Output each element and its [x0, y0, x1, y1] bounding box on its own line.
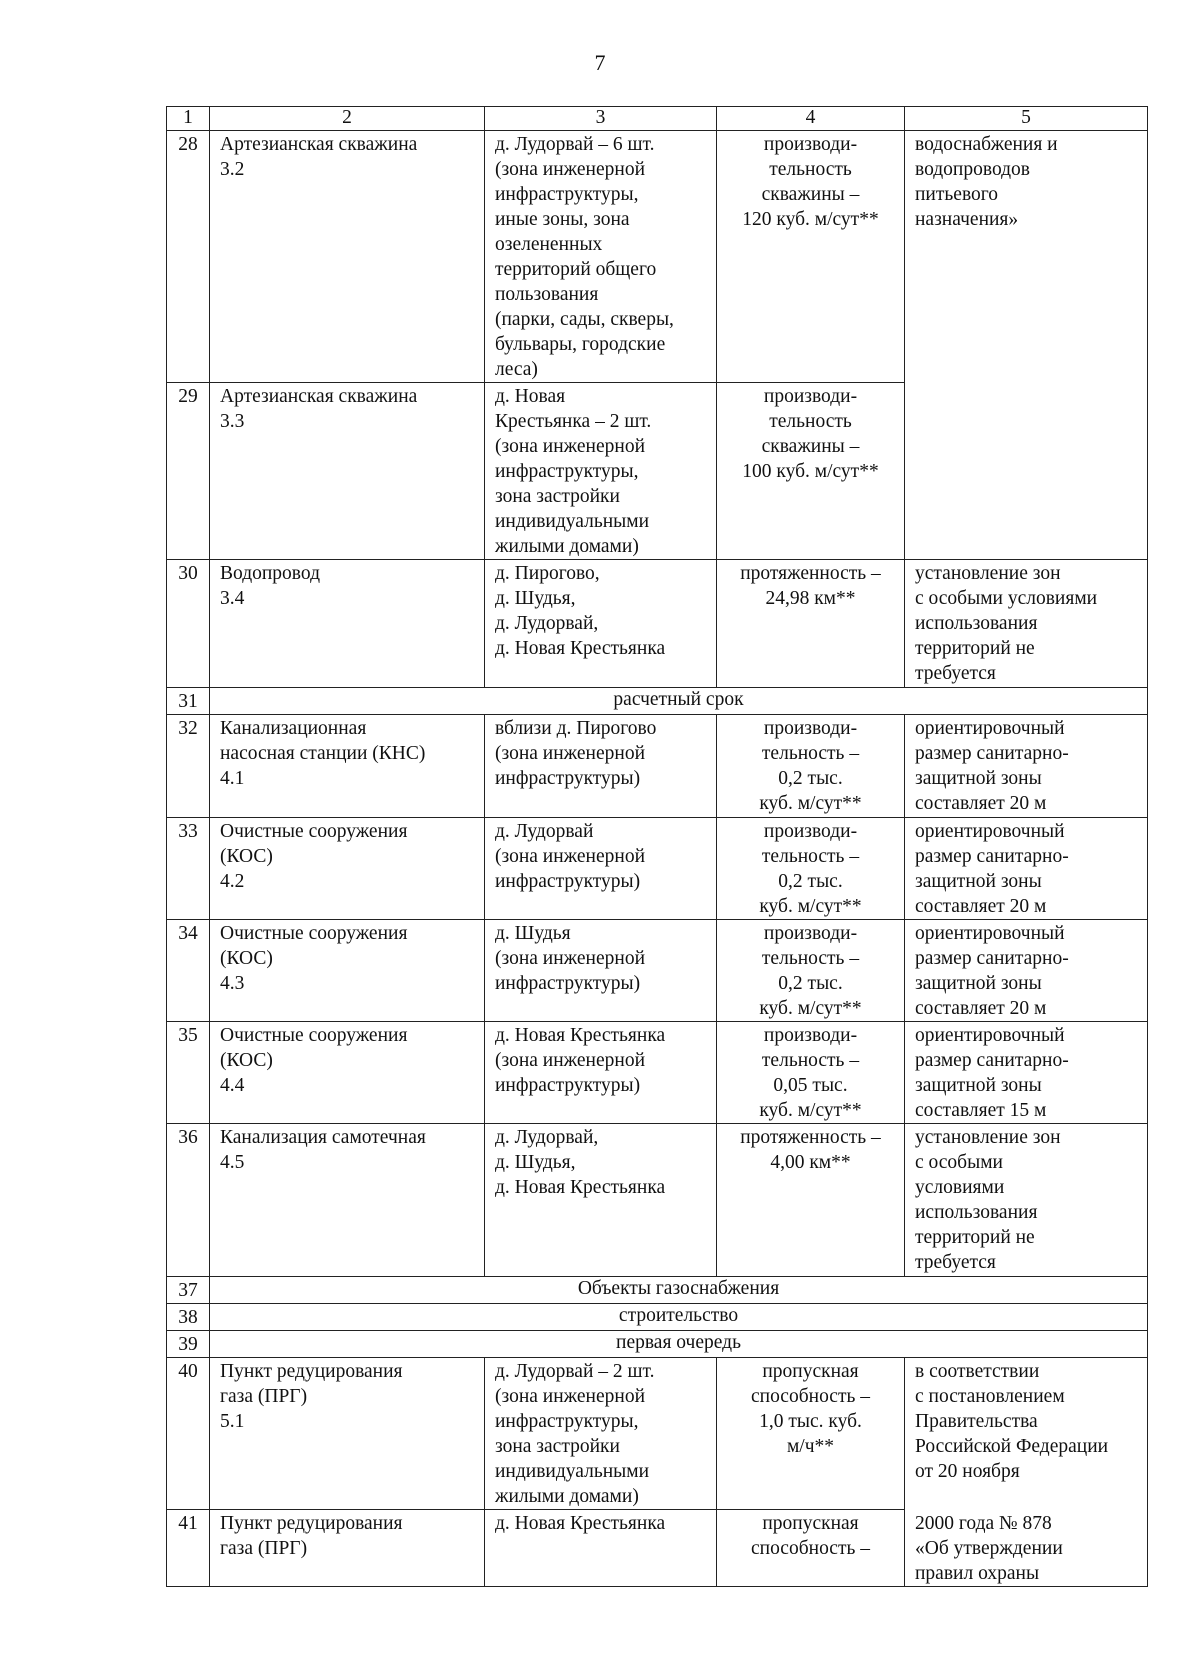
object-name: Артезианская скважина 3.3	[210, 383, 485, 560]
object-capacity: протяженность – 4,00 км**	[717, 1124, 905, 1277]
section-row	[167, 688, 1148, 715]
row-number: 34	[167, 920, 210, 1022]
row-number: 36	[167, 1124, 210, 1277]
object-notes: ориентировочный размер санитарно- защитной зоны составляет 20 м	[905, 818, 1148, 920]
table-row	[167, 715, 1148, 818]
object-capacity: производи- тельность – 0,2 тыс. куб. м/сут**	[717, 920, 905, 1022]
section-row	[167, 1331, 1148, 1358]
object-notes: водоснабжения и водопроводов питьевого назначения»	[905, 131, 1148, 383]
object-capacity: производи- тельность скважины – 120 куб. м/сут**	[717, 131, 905, 383]
section-title: расчетный срок	[210, 688, 1148, 715]
row-number: 40	[167, 1358, 210, 1510]
row-number: 29	[167, 383, 210, 560]
table-row	[167, 131, 1148, 383]
object-location: д. Пирогово, д. Шудья, д. Лудорвай, д. Новая Крестьянка	[485, 560, 717, 688]
section-row	[167, 1277, 1148, 1304]
object-name: Канализация самотечная 4.5	[210, 1124, 485, 1277]
table-row	[167, 1510, 1148, 1587]
object-notes: установление зон с особыми условиями использования территорий не требуется	[905, 560, 1148, 688]
section-title: первая очередь	[210, 1331, 1148, 1358]
object-name: Очистные сооружения (КОС) 4.3	[210, 920, 485, 1022]
header-cell: 3	[485, 107, 717, 131]
object-notes: ориентировочный размер санитарно- защитной зоны составляет 20 м	[905, 920, 1148, 1022]
object-name: Очистные сооружения (КОС) 4.4	[210, 1022, 485, 1124]
table-row	[167, 1358, 1148, 1510]
object-capacity: производи- тельность – 0,2 тыс. куб. м/сут**	[717, 715, 905, 818]
object-name: Канализационная насосная станции (КНС) 4.1	[210, 715, 485, 818]
row-number: 41	[167, 1510, 210, 1587]
row-number: 28	[167, 131, 210, 383]
object-location: д. Шудья (зона инженерной инфраструктуры)	[485, 920, 717, 1022]
header-cell: 5	[905, 107, 1148, 131]
infrastructure-table	[166, 106, 1148, 1587]
object-location: вблизи д. Пирогово (зона инженерной инфраструктуры)	[485, 715, 717, 818]
object-name: Пункт редуцирования газа (ПРГ)	[210, 1510, 485, 1587]
table-row	[167, 818, 1148, 920]
object-name: Артезианская скважина 3.2	[210, 131, 485, 383]
section-row	[167, 1304, 1148, 1331]
object-capacity: пропускная способность – 1,0 тыс. куб. м/ч**	[717, 1358, 905, 1510]
object-notes: ориентировочный размер санитарно- защитной зоны составляет 15 м	[905, 1022, 1148, 1124]
object-location: д. Лудорвай, д. Шудья, д. Новая Крестьянка	[485, 1124, 717, 1277]
row-number: 35	[167, 1022, 210, 1124]
object-location: д. Новая Крестьянка	[485, 1510, 717, 1587]
header-cell: 1	[167, 107, 210, 131]
header-cell: 4	[717, 107, 905, 131]
section-title: строительство	[210, 1304, 1148, 1331]
header-row	[167, 107, 1148, 131]
table-row	[167, 1022, 1148, 1124]
row-number: 31	[167, 688, 210, 715]
object-name: Очистные сооружения (КОС) 4.2	[210, 818, 485, 920]
table-row	[167, 383, 1148, 560]
page-number: 7	[594, 50, 606, 75]
table-row	[167, 920, 1148, 1022]
object-location: д. Новая Крестьянка – 2 шт. (зона инженерной инфраструктуры, зона застройки индивидуальными жилыми домами)	[485, 383, 717, 560]
object-capacity: пропускная способность –	[717, 1510, 905, 1587]
row-number: 30	[167, 560, 210, 688]
object-notes: в соответствии с постановлением Правительства Российской Федерации от 20 ноября	[905, 1358, 1148, 1510]
object-location: д. Лудорвай – 2 шт. (зона инженерной инфраструктуры, зона застройки индивидуальными жилыми домами)	[485, 1358, 717, 1510]
row-number: 37	[167, 1277, 210, 1304]
row-number: 38	[167, 1304, 210, 1331]
row-number: 39	[167, 1331, 210, 1358]
object-name: Водопровод 3.4	[210, 560, 485, 688]
object-capacity: протяженность – 24,98 км**	[717, 560, 905, 688]
object-capacity: производи- тельность – 0,2 тыс. куб. м/сут**	[717, 818, 905, 920]
object-location: д. Новая Крестьянка (зона инженерной инфраструктуры)	[485, 1022, 717, 1124]
row-number: 33	[167, 818, 210, 920]
object-notes	[905, 383, 1148, 560]
row-number: 32	[167, 715, 210, 818]
object-capacity: производи- тельность скважины – 100 куб. м/сут**	[717, 383, 905, 560]
object-capacity: производи- тельность – 0,05 тыс. куб. м/сут**	[717, 1022, 905, 1124]
object-name: Пункт редуцирования газа (ПРГ) 5.1	[210, 1358, 485, 1510]
object-location: д. Лудорвай – 6 шт. (зона инженерной инфраструктуры, иные зоны, зона озелененных территорий общего пользования (парки, сады, скверы, бульвары, городские леса)	[485, 131, 717, 383]
header-cell: 2	[210, 107, 485, 131]
section-title: Объекты газоснабжения	[210, 1277, 1148, 1304]
object-notes: установление зон с особыми условиями использования территорий не требуется	[905, 1124, 1148, 1277]
object-notes: 2000 года № 878 «Об утверждении правил охраны	[905, 1510, 1148, 1587]
object-notes: ориентировочный размер санитарно- защитной зоны составляет 20 м	[905, 715, 1148, 818]
table-row	[167, 560, 1148, 688]
object-location: д. Лудорвай (зона инженерной инфраструктуры)	[485, 818, 717, 920]
table-row	[167, 1124, 1148, 1277]
